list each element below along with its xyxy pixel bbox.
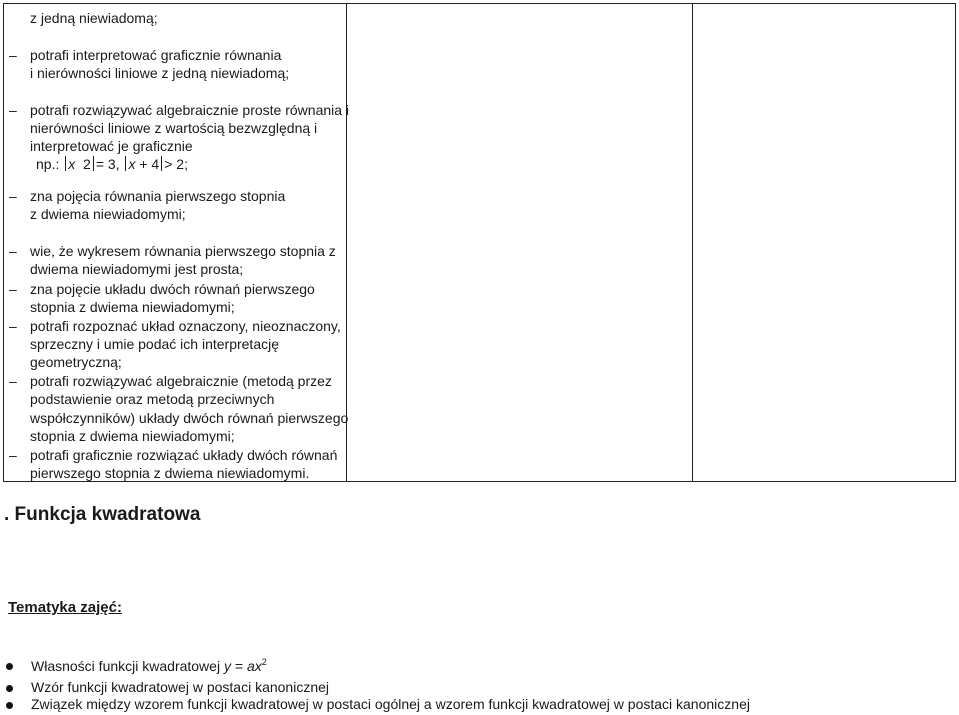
abs-bar	[93, 156, 94, 171]
list-item-text: podstawienie oraz metodą przeciwnych	[30, 391, 275, 407]
list-item-text: potrafi interpretować graficznie równania	[30, 47, 282, 63]
abs-bar	[65, 156, 66, 171]
formula-var: x	[128, 156, 136, 172]
list-item-text: zna pojęcie układu dwóch równań pierwszego	[30, 281, 315, 297]
formula-y: y	[223, 658, 231, 674]
dash-bullet-icon: –	[9, 102, 17, 118]
topic-text: Własności funkcji kwadratowej	[31, 658, 224, 674]
formula-term: 2	[83, 156, 91, 172]
list-item-text: wie, że wykresem równania pierwszego stopnia z	[30, 243, 336, 259]
dash-bullet-icon: –	[9, 188, 17, 204]
topic-text: Wzór funkcji kwadratowej w postaci kanonicznej	[31, 679, 330, 695]
table-grid	[3, 3, 956, 482]
list-item-text: potrafi graficznie rozwiązać układy dwóch równań	[30, 447, 338, 463]
table-cell-empty-right	[692, 3, 956, 482]
section-title: . Funkcja kwadratowa	[4, 504, 201, 525]
formula-prefix: np.:	[36, 156, 60, 172]
dash-bullet-icon: –	[9, 47, 17, 63]
list-item-text: i nierówności liniowe z jedną niewiadomą;	[30, 65, 290, 81]
list-item-text: potrafi rozwiązywać algebraicznie proste równania i	[30, 102, 350, 118]
bullet-icon	[6, 702, 13, 709]
table-cell-empty-middle	[346, 3, 693, 482]
list-item-text: interpretować je graficznie	[30, 138, 193, 154]
abs-bar	[125, 156, 126, 171]
list-item-text: geometryczną;	[30, 354, 122, 370]
list-item-text: współczynników) układy dwóch równań pierwszego	[30, 410, 349, 426]
list-item-text: stopnia z dwiema niewiadomymi;	[30, 428, 235, 444]
formula-var: x	[68, 156, 76, 172]
dash-bullet-icon: –	[9, 281, 17, 297]
dash-bullet-icon: –	[9, 243, 17, 259]
formula-eq: =	[230, 658, 247, 674]
list-item-text: z jedną niewiadomą;	[30, 10, 158, 26]
list-item-text: potrafi rozwiązywać algebraicznie (metodą przez	[30, 373, 332, 389]
bullet-icon	[6, 685, 13, 692]
list-item-text: potrafi rozpoznać układ oznaczony, nieoznaczony,	[30, 318, 341, 334]
dash-bullet-icon: –	[9, 373, 17, 389]
dash-bullet-icon: –	[9, 447, 17, 463]
formula-relation: = 3,	[95, 156, 120, 172]
formula-relation: > 2;	[164, 156, 188, 172]
list-item-text: stopnia z dwiema niewiadomymi;	[30, 299, 235, 315]
list-item-text: pierwszego stopnia z dwiema niewiadomymi.	[30, 465, 310, 481]
list-item-text: sprzeczny i umie podać ich interpretację	[30, 336, 280, 352]
formula-term: + 4	[139, 156, 160, 172]
list-item-text: dwiema niewiadomymi jest prosta;	[30, 261, 244, 277]
bullet-icon	[6, 663, 13, 670]
topic-text: Związek między wzorem funkcji kwadratowej w postaci ogólnej a wzorem funkcji kwadratowej w postaci kanonicznej	[31, 696, 750, 712]
list-item-text: nierówności liniowe z wartością bezwzględną i	[30, 120, 318, 136]
example-formula	[36, 155, 188, 173]
list-item-text: zna pojęcia równania pierwszego stopnia	[30, 188, 286, 204]
dash-bullet-icon: –	[9, 318, 17, 334]
formula-ax: ax	[246, 658, 262, 674]
abs-bar	[161, 156, 162, 171]
list-item-text: z dwiema niewiadomymi;	[30, 206, 186, 222]
topics-heading: Tematyka zajęć:	[8, 599, 122, 616]
formula-exponent: 2	[261, 657, 267, 667]
